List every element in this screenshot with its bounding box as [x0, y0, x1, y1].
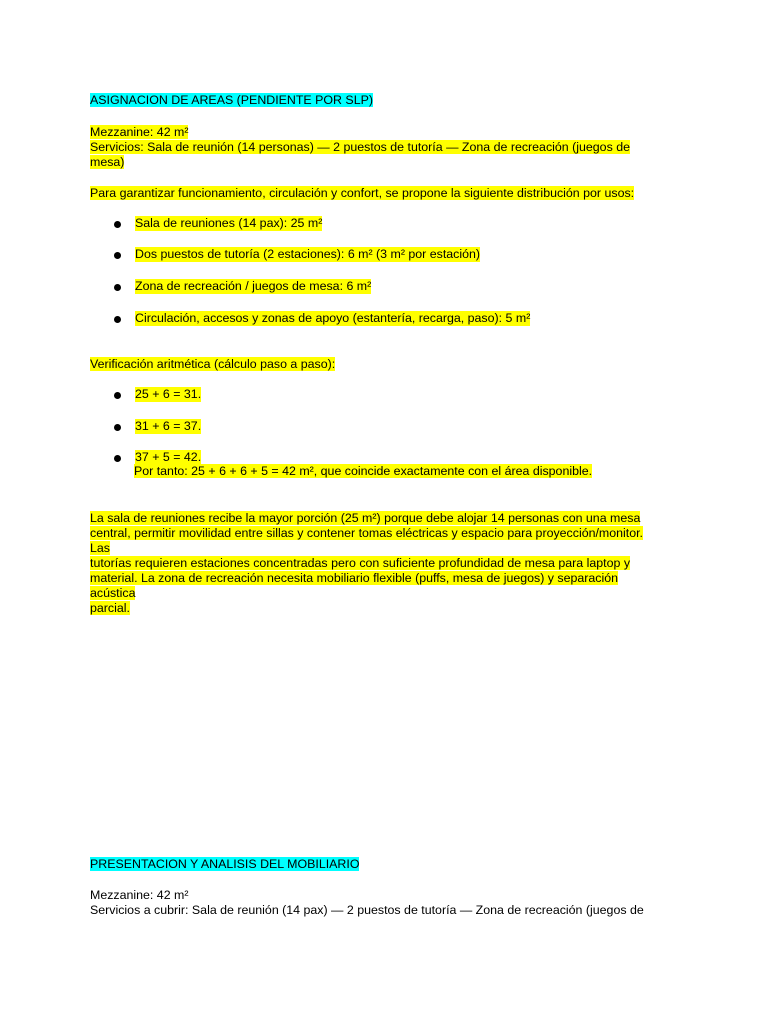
list-item-text: 25 + 6 = 31.: [135, 387, 202, 401]
bullet-icon: [114, 316, 121, 323]
distribution-intro: [90, 186, 660, 201]
bullet-icon: [114, 284, 121, 291]
bullet-icon: [114, 221, 121, 228]
explanation-line: parcial.: [90, 601, 130, 615]
section-title-mobiliario: [90, 857, 660, 872]
mezzanine-info: [90, 125, 660, 170]
explanation-line: tutorías requieren estaciones concentradas pero con suficiente profundidad de mesa para laptop y: [90, 556, 631, 570]
bullet-icon: [114, 424, 121, 431]
services-line-1: Servicios: Sala de reunión (14 personas) — 2 puestos de tutoría — Zona de recreación (juegos de: [90, 140, 630, 154]
intro-text: Para garantizar funcionamiento, circulación y confort, se propone la siguiente distribución por usos:: [90, 186, 635, 200]
verification-title-text: Verificación aritmética (cálculo paso a paso):: [90, 357, 336, 371]
section-title-text: PRESENTACION Y ANALISIS DEL MOBILIARIO: [90, 857, 360, 871]
conclusion-text: Por tanto: 25 + 6 + 6 + 5 = 42 m², que coincide exactamente con el área disponible.: [134, 464, 593, 478]
explanation-line: material. La zona de recreación necesita mobiliario flexible (puffs, mesa de juegos) y separación acústica: [90, 571, 619, 600]
bullet-icon: [114, 252, 121, 259]
bullet-icon: [114, 392, 121, 399]
section-title-asignacion: [90, 93, 660, 108]
conclusion: [134, 464, 654, 479]
section-title-text: ASIGNACION DE AREAS (PENDIENTE POR SLP): [90, 93, 373, 107]
list-item-text: Dos puestos de tutoría (2 estaciones): 6 m² (3 m² por estación): [135, 247, 481, 261]
bullet-icon: [114, 455, 121, 462]
list-item-text: Zona de recreación / juegos de mesa: 6 m²: [135, 279, 372, 293]
explanation-line: La sala de reuniones recibe la mayor porción (25 m²) porque debe alojar 14 personas con una mesa: [90, 511, 641, 525]
explanation-paragraph: [90, 511, 660, 616]
services-line-2: mesa): [90, 155, 125, 169]
mezzanine-info-2: [90, 888, 670, 918]
services-line-1: Servicios a cubrir: Sala de reunión (14 pax) — 2 puestos de tutoría — Zona de recreación (juegos de: [90, 903, 644, 917]
verification-title: [90, 357, 660, 372]
mezzanine-area: Mezzanine: 42 m²: [90, 888, 189, 902]
mezzanine-area: Mezzanine: 42 m²: [90, 125, 189, 139]
list-item-text: Sala de reuniones (14 pax): 25 m²: [135, 216, 323, 230]
explanation-line: central, permitir movilidad entre sillas y contener tomas eléctricas y espacio para proyección/monitor. Las: [90, 526, 643, 555]
list-item-text: Circulación, accesos y zonas de apoyo (estantería, recarga, paso): 5 m²: [135, 311, 531, 325]
list-item-text: 31 + 6 = 37.: [135, 419, 202, 433]
list-item-text: 37 + 5 = 42.: [135, 450, 202, 464]
